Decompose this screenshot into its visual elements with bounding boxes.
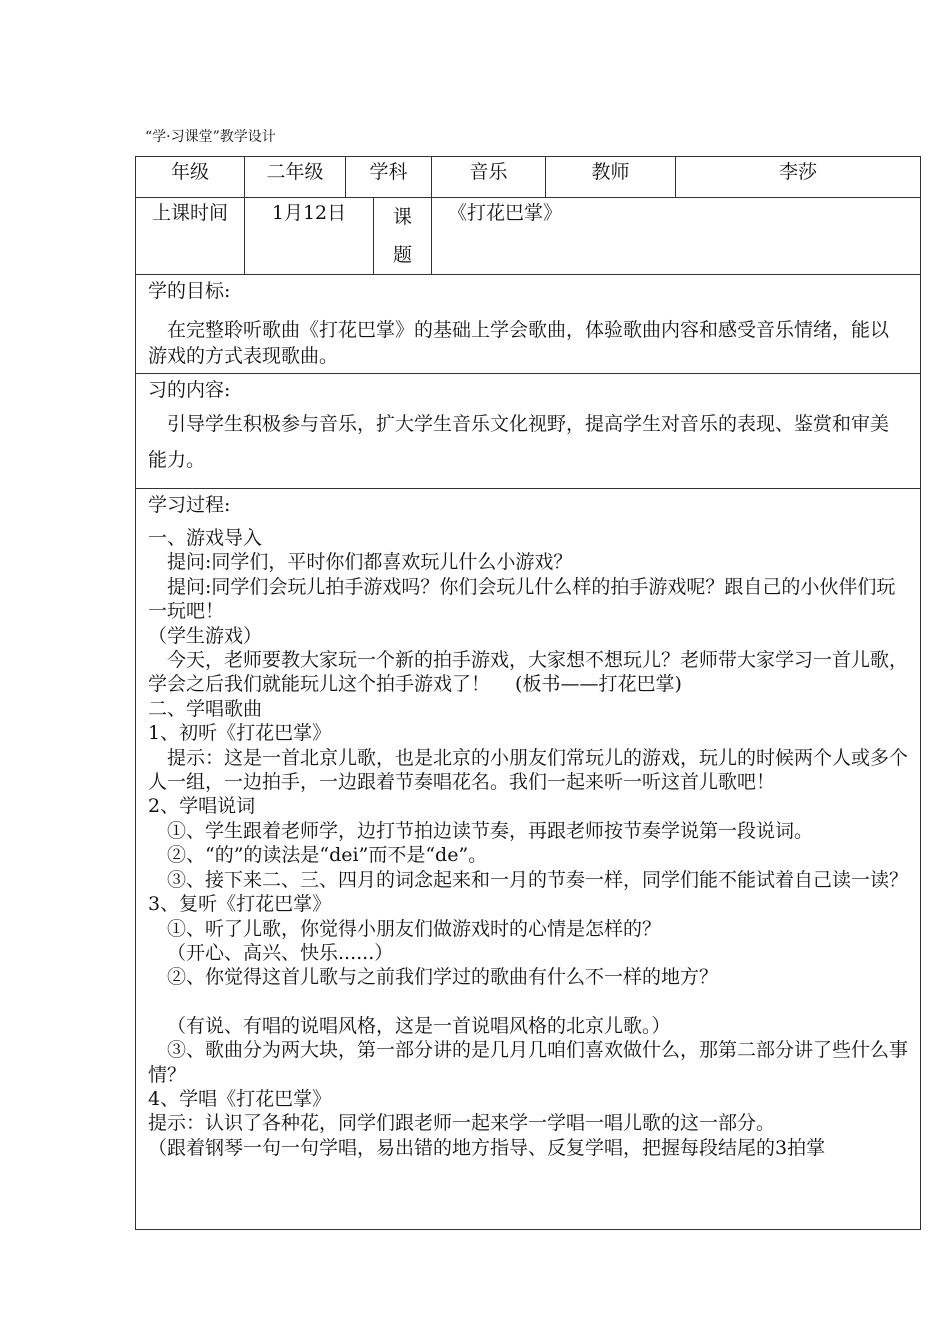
class-time-label: 上课时间 — [136, 198, 245, 275]
process-line: 提示：这是一首北京儿歌，也是北京的小朋友们常玩儿的游戏，玩儿的时候两个人或多个人一组，一边拍手，一边跟着节奏唱花名。我们一起来听一听这首儿歌吧！ — [148, 746, 909, 794]
process-line: 今天，老师要教大家玩一个新的拍手游戏，大家想不想玩儿？老师带大家学习一首儿歌，学会之后我们就能玩儿这个拍手游戏了！ (板书——打花巴掌) — [148, 649, 909, 696]
process-line: 提示：认识了各种花，同学们跟老师一起来学一学唱一唱儿歌的这一部分。 — [148, 1112, 776, 1135]
process-row — [136, 489, 921, 1230]
goal-label: 学的目标: — [148, 280, 231, 302]
goal-text: 在完整聆听歌曲《打花巴掌》的基础上学会歌曲，体验歌曲内容和感受音乐情绪，能以游戏的方式表现歌曲。 — [148, 319, 890, 367]
goal-section — [136, 275, 921, 374]
content-label: 习的内容: — [148, 379, 231, 401]
process-line: 4、学唱《打花巴掌》 — [148, 1087, 332, 1110]
process-line: 一、游戏导入 — [148, 527, 263, 549]
process-line: （开心、高兴、快乐......） — [167, 941, 394, 964]
header-row — [136, 157, 921, 198]
process-line: 2、学唱说词 — [148, 795, 256, 818]
teacher-label: 教师 — [546, 157, 676, 198]
content-row — [136, 374, 921, 489]
grade-value: 二年级 — [245, 157, 346, 198]
grade-label: 年级 — [136, 157, 245, 198]
class-time-value: 1月12日 — [245, 198, 374, 275]
process-line: 1、初听《打花巴掌》 — [148, 722, 332, 745]
process-line: ③、歌曲分为两大块，第一部分讲的是几月几咱们喜欢做什么，那第二部分讲了些什么事情？ — [148, 1039, 909, 1086]
subject-label: 学科 — [346, 157, 432, 198]
process-line — [148, 990, 908, 1014]
topic-label-char-2: 题 — [393, 244, 413, 266]
topic-label-cell — [374, 198, 432, 275]
subject-value: 音乐 — [432, 157, 546, 198]
process-lines — [148, 526, 908, 1160]
content-section — [136, 374, 921, 489]
process-line: ②、你觉得这首儿歌与之前我们学过的歌曲有什么不一样的地方？ — [167, 966, 719, 989]
goal-row — [136, 275, 921, 374]
process-label: 学习过程: — [148, 494, 231, 516]
process-line: （学生游戏） — [148, 624, 263, 647]
process-line: 3、复听《打花巴掌》 — [148, 893, 332, 916]
process-line: ①、学生跟着老师学，边打节拍边读节奏，再跟老师按节奏学说第一段说词。 — [167, 819, 814, 842]
content-text: 引导学生积极参与音乐，扩大学生音乐文化视野，提高学生对音乐的表现、鉴赏和审美能力。 — [148, 413, 890, 471]
process-line: ①、听了儿歌，你觉得小朋友们做游戏时的心情是怎样的？ — [167, 917, 662, 940]
process-line: 提问:同学们，平时你们都喜欢玩儿什么小游戏？ — [167, 551, 573, 574]
process-line: ②、“的”的读法是“dei”而不是“de”。 — [167, 844, 488, 867]
process-line: ③、接下来二、三、四月的词念起来和一月的节奏一样，同学们能不能试着自己读一读？ — [167, 868, 909, 891]
process-line: 二、学唱歌曲 — [148, 697, 263, 720]
teacher-value: 李莎 — [676, 157, 921, 198]
process-line: （跟着钢琴一句一句学唱，易出错的地方指导、反复学唱，把握每段结尾的3拍掌 — [148, 1136, 826, 1159]
lesson-plan-table — [135, 156, 921, 1230]
topic-value: 《打花巴掌》 — [432, 198, 921, 275]
topic-label-char-1: 课 — [393, 206, 413, 228]
process-line: 提问:同学们会玩儿拍手游戏吗？你们会玩儿什么样的拍手游戏呢？跟自己的小伙伴们玩一玩吧！ — [148, 575, 896, 623]
process-line: （有说、有唱的说唱风格，这是一首说唱风格的北京儿歌。） — [167, 1014, 671, 1037]
time-topic-row — [136, 198, 921, 275]
process-section — [136, 489, 921, 1230]
document-title: “学·习课堂”教学设计 — [145, 129, 276, 145]
